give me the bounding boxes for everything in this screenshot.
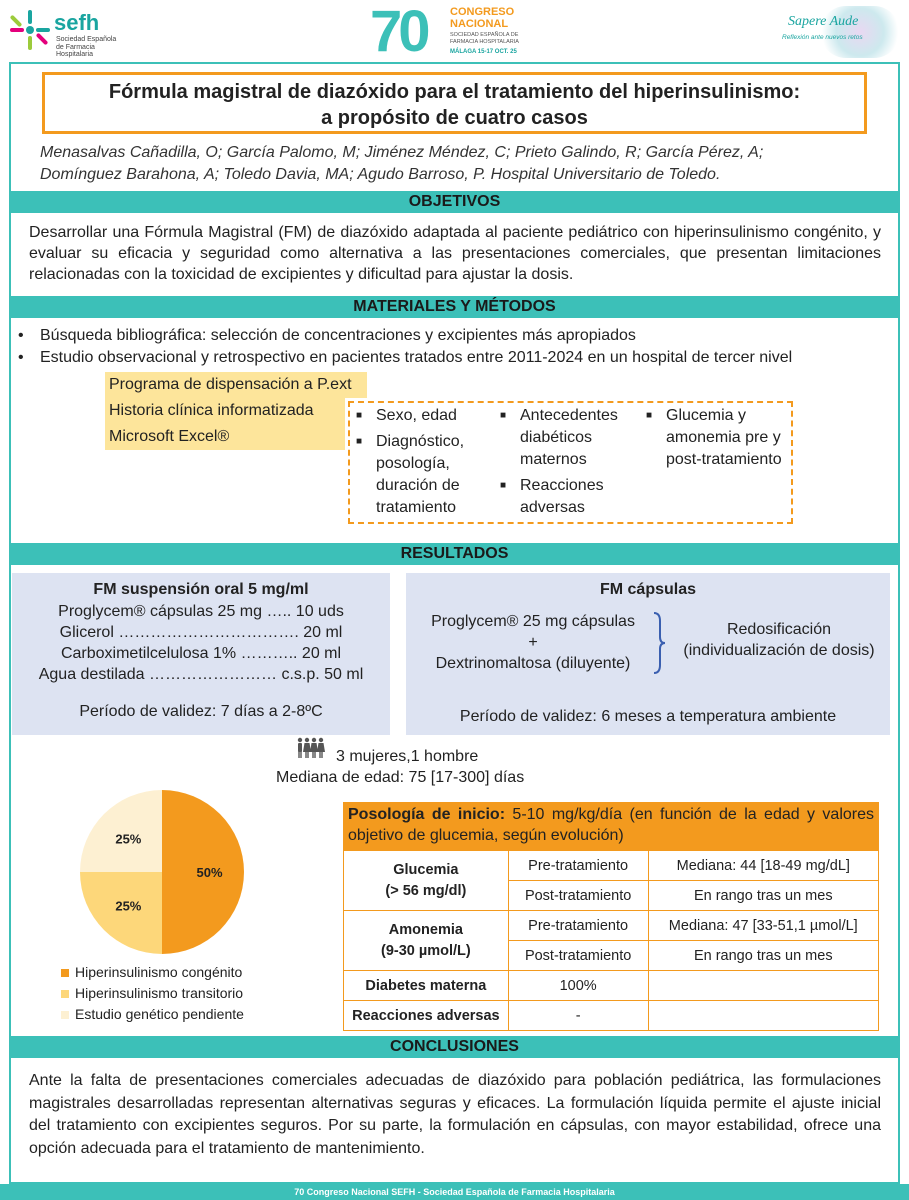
posologia-text: 5-10 mg/kg/día (en función de la edad y valores objetivo de glucemia, según evolución) bbox=[348, 806, 875, 844]
data-sources bbox=[105, 372, 371, 450]
title-line2: a propósito de cuatro casos bbox=[321, 107, 588, 129]
congress-line3: SOCIEDAD ESPAÑOLA DE bbox=[450, 32, 519, 38]
fm-caps-panel bbox=[406, 573, 890, 735]
fm-oral-validity: Período de validez: 7 días a 2-8ºC bbox=[79, 703, 323, 720]
results-table bbox=[343, 850, 879, 1031]
table-row bbox=[344, 971, 879, 1001]
sefh-logo bbox=[8, 8, 128, 58]
fm-oral-line: Carboximetilcelulosa 1% ……….. 20 ml bbox=[60, 645, 342, 662]
legend-item: Hiperinsulinismo transitorio bbox=[59, 983, 244, 1004]
variables-col-2 bbox=[500, 405, 642, 519]
table-cell: Mediana: 44 [18-49 mg/dL] bbox=[648, 851, 878, 881]
footer: 70 Congreso Nacional SEFH - Sociedad Española de Farmacia Hospitalaria bbox=[0, 1184, 909, 1200]
variable-item: ■ Sexo, edad bbox=[356, 407, 457, 424]
legend-swatch bbox=[61, 969, 69, 977]
congress-line1: CONGRESO bbox=[450, 6, 515, 18]
table-cell bbox=[648, 971, 878, 1001]
pie-slice-label: 25% bbox=[115, 898, 142, 914]
demographics-sex: 3 mujeres,1 hombre bbox=[336, 748, 479, 765]
table-cell bbox=[648, 1001, 878, 1031]
fm-oral-panel bbox=[12, 573, 390, 735]
fm-caps-validity: Período de validez: 6 meses a temperatura ambiente bbox=[459, 708, 837, 725]
demographics-age: Mediana de edad: 75 [17-300] días bbox=[276, 769, 525, 786]
variable-item: ■ Diagnóstico, posología, duración de tratamiento bbox=[356, 433, 465, 516]
table-row bbox=[344, 911, 879, 941]
fm-caps-line2: Dextrinomaltosa (diluyente) bbox=[435, 655, 631, 672]
variables-col-3 bbox=[646, 405, 791, 471]
bullet-dot: • bbox=[18, 327, 24, 344]
motto-subtitle: Reflexión ante nuevos retos bbox=[782, 34, 863, 41]
table-row bbox=[344, 1001, 879, 1031]
pie-legend bbox=[59, 962, 244, 1025]
conclusiones-text: Ante la falta de presentaciones comerciales adecuadas de diazóxido para población pediátrica, las formulaciones magistrales desarrolladas representan alternativas seguras y eficaces. La formulación líquida permite el ajuste inicial del tratamiento con excipientes seguros. Por su parte, la formulación en cápsulas, con mayor estabilidad, ofrece una opción adecuada para el tratamiento de mantenimiento. bbox=[29, 1072, 881, 1157]
congress-place: MÁLAGA 15-17 OCT. 25 bbox=[450, 49, 517, 55]
source-item: Historia clínica informatizada bbox=[105, 398, 345, 424]
motto-block bbox=[760, 6, 900, 58]
source-item: Microsoft Excel® bbox=[105, 424, 345, 450]
fm-caps-redos2: (individualización de dosis) bbox=[683, 642, 875, 659]
sefh-sub1: Sociedad Española bbox=[56, 36, 117, 43]
sefh-flower-icon bbox=[8, 8, 52, 52]
title-line1: Fórmula magistral de diazóxido para el tratamiento del hiperinsulinismo: bbox=[108, 81, 801, 103]
authors-line2: Domínguez Barahona, A; Toledo Davia, MA; Agudo Barroso, P. Hospital Universitario de Toledo. bbox=[40, 166, 721, 183]
table-cell: Post-tratamiento bbox=[508, 881, 648, 911]
poster-title bbox=[42, 72, 867, 134]
legend-swatch bbox=[61, 990, 69, 998]
congress-line4: FARMACIA HOSPITALARIA bbox=[450, 39, 519, 45]
people-icon bbox=[296, 737, 326, 759]
table-cell: Post-tratamiento bbox=[508, 941, 648, 971]
variable-item: ■ Reacciones adversas bbox=[500, 477, 604, 516]
table-cell: - bbox=[508, 1001, 648, 1031]
objetivos-text: Desarrollar una Fórmula Magistral (FM) de diazóxido adaptada al paciente pediátrico con hiperinsulinismo congénito, y evaluar su eficacia y seguridad como alternativa a las presentaciones comerciales, que presentan limitaciones relacionadas con la toxicidad de excipientes y dificultad para ajustar la dosis. bbox=[29, 224, 881, 283]
amonemia-cell: Amonemia (9-30 µmol/L) bbox=[344, 911, 509, 971]
fm-caps-redos1: Redosificación bbox=[726, 621, 832, 638]
legend-swatch bbox=[61, 1011, 69, 1019]
section-objetivos: OBJETIVOS bbox=[9, 191, 900, 213]
fm-caps-line1: Proglycem® 25 mg cápsulas bbox=[431, 613, 635, 630]
fm-oral-line: Proglycem® cápsulas 25 mg ….. 10 uds bbox=[58, 603, 344, 620]
table-cell: 100% bbox=[508, 971, 648, 1001]
metodos-bullet-1: • Búsqueda bibliográfica: selección de concentraciones y excipientes más apropiados bbox=[18, 327, 636, 344]
posologia-label: Posología de inicio: bbox=[348, 806, 506, 823]
table-row bbox=[344, 851, 879, 881]
metodos-bullet-2: • Estudio observacional y retrospectivo en pacientes tratados entre 2011-2024 en un hospital de tercer nivel bbox=[18, 349, 793, 366]
table-cell: Mediana: 47 [33-51,1 µmol/L] bbox=[648, 911, 878, 941]
source-item: Programa de dispensación a P.ext bbox=[105, 372, 367, 398]
fm-caps-plus: + bbox=[528, 634, 538, 651]
section-resultados: RESULTADOS bbox=[9, 543, 900, 565]
congress-logo bbox=[370, 0, 540, 64]
table-cell: Diabetes materna bbox=[344, 971, 509, 1001]
table-cell: Pre-tratamiento bbox=[508, 851, 648, 881]
congress-number: 70 bbox=[370, 0, 427, 64]
motto-title: Sapere Aude bbox=[788, 14, 859, 29]
diagnosis-pie-chart bbox=[77, 787, 247, 957]
sefh-name: sefh bbox=[54, 10, 100, 35]
legend-item: Estudio genético pendiente bbox=[59, 1004, 244, 1025]
glucemia-cell: Glucemia (> 56 mg/dl) bbox=[344, 851, 509, 911]
section-conclusiones: CONCLUSIONES bbox=[9, 1036, 900, 1058]
fm-oral-line: Glicerol ……………………………. 20 ml bbox=[59, 624, 343, 641]
fm-caps-title: FM cápsulas bbox=[599, 581, 697, 598]
posologia-header bbox=[343, 802, 879, 850]
section-materiales: MATERIALES Y MÉTODOS bbox=[9, 296, 900, 318]
variable-item: ■ Antecedentes diabéticos maternos bbox=[500, 407, 618, 468]
pie-slice-label: 25% bbox=[115, 831, 142, 847]
variables-box bbox=[348, 401, 793, 524]
table-cell: En rango tras un mes bbox=[648, 941, 878, 971]
table-cell: Pre-tratamiento bbox=[508, 911, 648, 941]
authors bbox=[40, 142, 880, 186]
pie-slice-label: 50% bbox=[196, 865, 223, 880]
table-cell: Reacciones adversas bbox=[344, 1001, 509, 1031]
fm-oral-title: FM suspensión oral 5 mg/ml bbox=[93, 581, 309, 598]
table-cell: En rango tras un mes bbox=[648, 881, 878, 911]
legend-item: Hiperinsulinismo congénito bbox=[59, 962, 244, 983]
authors-line1: Menasalvas Cañadilla, O; García Palomo, M; Jiménez Méndez, C; Prieto Galindo, R; García Pérez, A; bbox=[40, 144, 764, 161]
variables-col-1 bbox=[356, 405, 496, 519]
sefh-sub2: de Farmacia Hospitalaria bbox=[56, 44, 95, 58]
variable-item: ■ Glucemia y amonemia pre y post-tratamiento bbox=[646, 407, 782, 468]
curly-brace-icon bbox=[652, 611, 666, 675]
fm-oral-line: Agua destilada …………………… c.s.p. 50 ml bbox=[38, 666, 364, 683]
congress-line2: NACIONAL bbox=[450, 18, 509, 30]
bullet-dot: • bbox=[18, 349, 24, 366]
